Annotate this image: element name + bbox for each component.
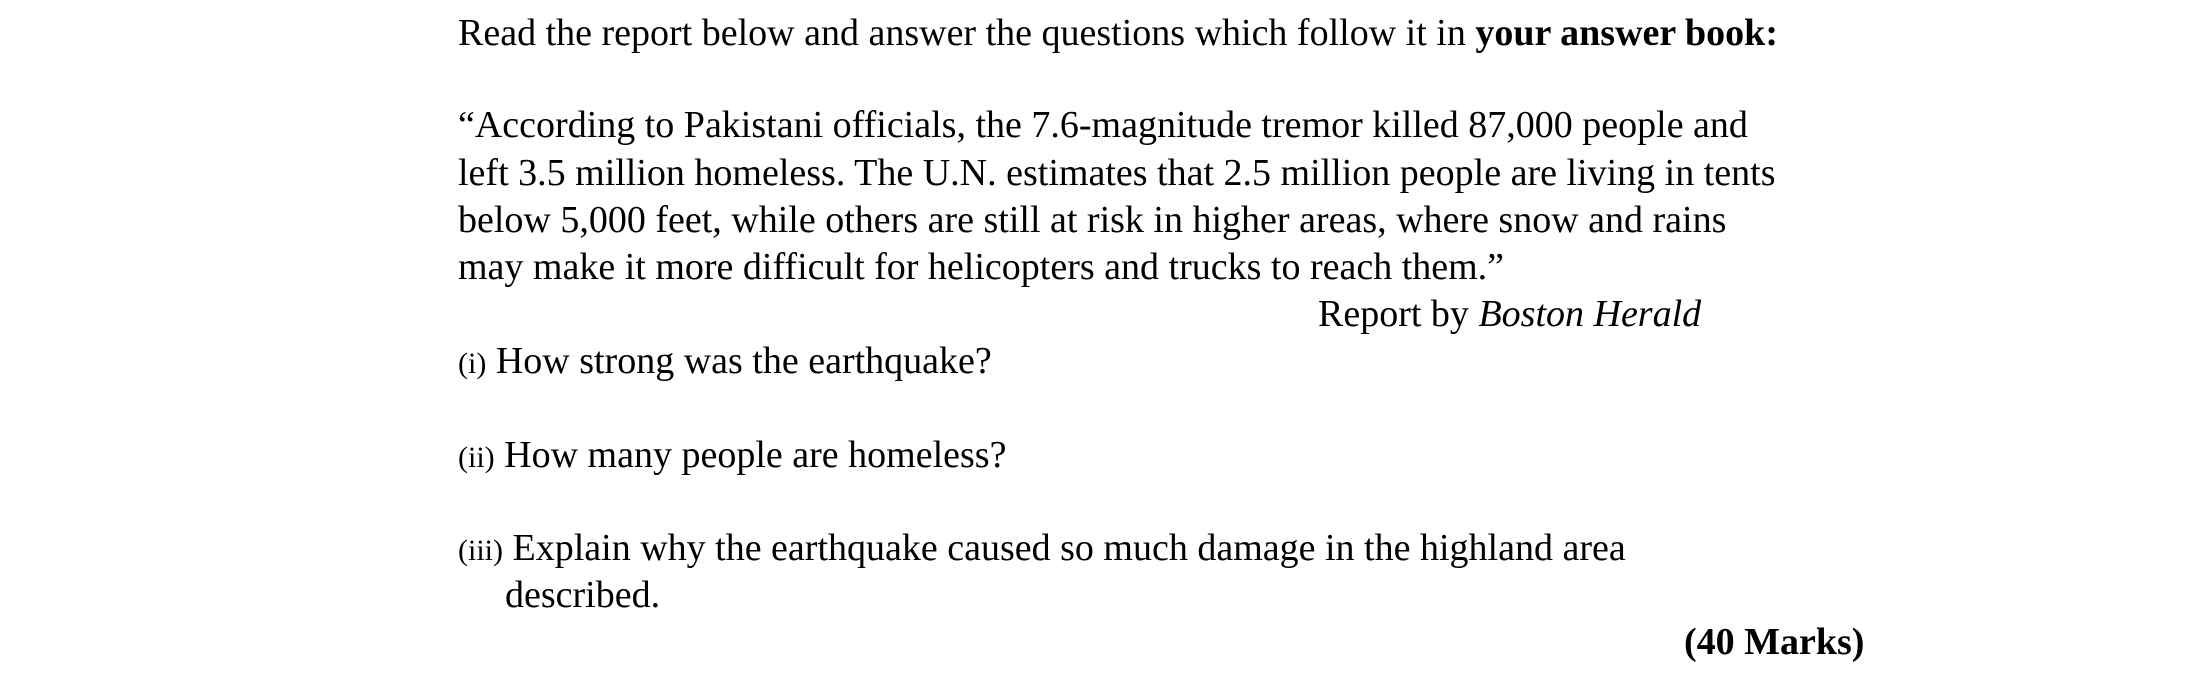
question-1-number: (i) xyxy=(458,347,487,380)
question-3-text: Explain why the earthquake caused so much damage in the highland area xyxy=(512,527,1626,569)
report-line-4: may make it more difficult for helicopters and trucks to reach them.” xyxy=(458,246,1505,288)
attribution-prefix: Report by xyxy=(1318,293,1479,335)
question-2-text: How many people are homeless? xyxy=(504,434,1007,476)
question-1-text: How strong was the earthquake? xyxy=(495,340,992,382)
marks-label: (40 Marks) xyxy=(1684,621,1865,663)
question-2 xyxy=(458,432,1006,481)
question-3 xyxy=(458,525,1626,574)
instruction-bold-text: your answer book: xyxy=(1475,12,1778,54)
report-line-3: below 5,000 feet, while others are still at risk in higher areas, where snow and rains xyxy=(458,199,1727,241)
report-attribution xyxy=(1318,291,1701,337)
instruction-line xyxy=(458,10,1778,56)
report-line-1: “According to Pakistani officials, the 7.6-magnitude tremor killed 87,000 people and xyxy=(458,104,1748,146)
question-3-number: (iii) xyxy=(458,534,503,567)
report-line-2: left 3.5 million homeless. The U.N. estimates that 2.5 million people are living in tents xyxy=(458,152,1776,194)
attribution-source: Boston Herald xyxy=(1478,293,1702,335)
question-2-number: (ii) xyxy=(458,441,495,474)
question-3-continuation: described. xyxy=(505,574,661,616)
question-1 xyxy=(458,338,992,387)
instruction-text: Read the report below and answer the questions which follow it in xyxy=(458,12,1476,54)
